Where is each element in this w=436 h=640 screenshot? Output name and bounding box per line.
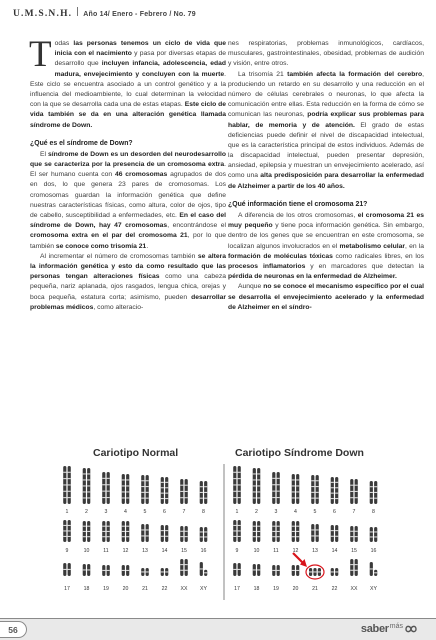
chromosome-label: 10	[83, 548, 90, 554]
chromosome-label: 2	[85, 509, 88, 515]
chromosome-label: 13	[142, 548, 148, 554]
chromosome-label: 6	[333, 509, 336, 515]
bold-text: las personas tenemos un ciclo de vida que inicia con el nacimiento	[54, 40, 227, 58]
chromosome-label: 5	[313, 509, 317, 515]
bold-text: desarrollar problemas médicos	[30, 293, 226, 311]
chromosome-pair-22-normal	[161, 568, 169, 576]
text: . El ser humano cuenta con	[30, 161, 226, 179]
bold-text: incluyen infancia, adolescencia, edad madura, envejecimiento y concluyen con la muerte	[54, 60, 227, 78]
chromosome-pair-17-down	[233, 563, 241, 576]
chromosome-label: 3	[104, 509, 108, 515]
text: y en marcadores que detectan la	[305, 262, 425, 270]
left-column	[29, 34, 227, 313]
text: , por lo que también	[30, 232, 226, 250]
chromosome-label: 8	[372, 509, 375, 515]
text: , en la	[405, 242, 424, 250]
chromosome-label: 19	[273, 586, 279, 592]
bold-text: formación de moléculas tóxicas	[228, 252, 333, 260]
chromosome-pair-21-normal	[141, 568, 149, 576]
text: La trisomía 21	[238, 70, 288, 78]
chromosome-label: 4	[294, 509, 297, 515]
chromosome-label: 4	[124, 509, 127, 515]
bold-text: Este ciclo de vida también se da en una alteración genética llamada síndrome de Down.	[30, 101, 226, 129]
karyotype-graphic	[52, 440, 392, 605]
chromosome-pair-22-down	[331, 568, 339, 576]
chromosome-label: 6	[163, 509, 166, 515]
bold-text: también afecta la formación del cerebro	[287, 70, 423, 78]
chromosome-pair-8-normal	[200, 481, 208, 504]
chromosome-pair-11-down	[272, 521, 280, 542]
chromosome-pair-15-normal	[180, 526, 188, 542]
chromosome-pair-15-down	[350, 526, 358, 542]
page-header	[13, 7, 196, 19]
chromosome-label: 19	[103, 586, 109, 592]
bold-text: metabolismo celular	[339, 242, 406, 250]
chromosome-pair-10-down	[253, 521, 261, 542]
chromosome-pair-7-normal	[180, 479, 188, 504]
chromosome-pair-13-normal	[141, 524, 149, 542]
chromosome-pair-17-normal	[63, 563, 71, 576]
chromosome-label: 17	[234, 586, 240, 592]
chromosome-label: 21	[312, 586, 318, 592]
heading-what-is-down: ¿Qué es el síndrome de Down?	[30, 139, 133, 147]
text: Aunque	[238, 283, 264, 291]
chromosome-pair-12-down	[292, 521, 300, 542]
chromosome-pair-20-down	[292, 565, 300, 576]
chromosome-pair-18-normal	[83, 564, 91, 576]
brand-sup: más	[389, 622, 403, 630]
paragraph-mechanism	[228, 282, 424, 313]
chromosome-pair-5-down	[311, 475, 319, 504]
chromosome-label: 8	[202, 509, 205, 515]
text: . Este ciclo se encuentra asociado a un control genético y a la influencia del medioambiente, lo cual determinan la velocidad con la que se desarrolla cada una de estas etapas.	[30, 70, 226, 109]
chromosome-label: 16	[200, 548, 207, 554]
text: .	[146, 242, 149, 250]
chromosome-pair-16-down	[370, 527, 378, 542]
chromosome-label: 15	[181, 548, 187, 554]
saber-mas-logo	[361, 622, 418, 636]
chromosome-label: 1	[235, 509, 239, 515]
bold-text: síndrome de Down es un desorden del neurodesarrollo que se caracteriza por la presencia de un cromosoma extra	[30, 150, 226, 169]
chromosome-label: 2	[255, 509, 258, 515]
chromosome-pair-14-down	[331, 525, 339, 542]
bold-text: se altera la información genética y esto da como resultado que las personas tengan alteraciones físicas	[30, 252, 226, 281]
chromosome-label: 18	[253, 586, 260, 592]
chromosome-label: 18	[83, 586, 90, 592]
text: nes respiratorias, problemas inmunológicos, cardíacos, musculares, gastrointestinales, obesidad, problemas de audición y visión, entre otros.	[228, 40, 424, 68]
drop-cap: T	[29, 34, 52, 75]
chromosome-pair-13-down	[311, 524, 319, 542]
chromosome-label: 7	[352, 509, 356, 515]
chromosome-pair-2-normal	[83, 468, 91, 504]
chromosome-pair-4-normal	[122, 474, 130, 504]
brand-main: saber	[360, 623, 389, 635]
paragraph-definition	[30, 150, 226, 252]
chromosome-label: 1	[65, 509, 69, 515]
chromosome-label: 5	[143, 509, 147, 515]
chromosome-pair-9-normal	[63, 520, 71, 542]
text: odas	[54, 40, 74, 47]
chromosome-pair-1-normal	[63, 466, 71, 504]
chromosome-label: 11	[103, 548, 109, 554]
chromosome-label: 20	[292, 586, 299, 592]
bold-text: alta predisposición para desarrollar la enfermedad de Alzheimer a partir de los 40 años.	[228, 172, 424, 190]
chromosome-label: 13	[312, 548, 318, 554]
chromosome-label: 9	[65, 548, 69, 554]
paragraph-medical-problems	[228, 39, 424, 70]
chromosome-label: 20	[122, 586, 129, 592]
chromosome-pair-5-normal	[141, 475, 149, 504]
chromosome-label: 10	[253, 548, 260, 554]
normal-karyotype-title: Cariotipo Normal	[93, 447, 179, 459]
chromosome-label: 21	[142, 586, 148, 592]
chromosome-pair-19-down	[272, 565, 280, 576]
bold-text: se conoce como trisomía 21	[55, 242, 147, 250]
chromosome-label: XY	[200, 586, 207, 592]
bold-text: En el caso del síndrome de Down, hay 47 cromosomas	[30, 212, 226, 230]
karyotype-figure	[52, 440, 392, 605]
chromosome-pair-19-normal	[102, 565, 110, 576]
chromosome-pair-XX-normal	[180, 559, 188, 576]
infinity-icon	[404, 622, 418, 636]
chromosome-label: 9	[235, 548, 239, 554]
chromosome-pair-10-normal	[83, 521, 91, 542]
chromosome-label: 12	[292, 548, 299, 554]
chromosome-label: 14	[331, 548, 338, 554]
chromosome-label: 22	[161, 586, 168, 592]
chromosome-pair-1-down	[233, 466, 241, 504]
chromosome-pair-9-down	[233, 520, 241, 542]
text: El	[40, 150, 49, 158]
chromosome-label: 16	[370, 548, 377, 554]
chromosome-label: 12	[122, 548, 129, 554]
journal-name: U.M.S.N.H.	[13, 9, 73, 19]
chromosome-pair-7-down	[350, 479, 358, 504]
text: El grado de estas deficiencias puede definir el nivel de discapacidad intelectual, que es la característica principal de estos individuos. Además de la discapacidad intelectual, pueden presentar depresión, ansiedad, epilepsia y muestran un envejecimiento acelerado, así como una	[228, 121, 424, 180]
right-column	[228, 39, 424, 313]
text: , encontrándose el	[167, 222, 226, 230]
bold-text: podría explicar sus problemas para hablar, de memoria y de atención.	[228, 111, 425, 129]
chromosome-pair-2-down	[253, 468, 261, 504]
text: , como alteracio-	[93, 303, 144, 311]
text: como una cabeza pequeña, nariz aplanada, ojos rasgados, lengua chica, orejas y boca pequeña, estatura corta; asimismo, pueden	[30, 273, 226, 301]
bold-text: pérdida de neuronas en la enfermedad de Alzheimer.	[228, 273, 397, 281]
chromosome-pair-6-normal	[161, 477, 169, 504]
chromosome-pair-12-normal	[122, 521, 130, 542]
text: A diferencia de los otros cromosomas,	[238, 212, 358, 219]
chromosome-label: 3	[274, 509, 278, 515]
text: y pasa por diversas etapas de desarrollo que	[54, 50, 226, 68]
chromosome-pair-4-down	[292, 474, 300, 504]
chromosome-pair-20-normal	[122, 565, 130, 576]
text: , produciendo un retardo en su desarrollo y una reducción en el número de células cerebrales o neuronas, lo que afecta la comunicación entre ellas. Esta reducción en la forma de cómo se comunican las neuronas,	[228, 70, 424, 119]
header-divider	[77, 7, 78, 16]
chromosome-pair-6-down	[331, 477, 339, 504]
bold-text: 46 cromosomas	[114, 171, 168, 179]
chromosome-pair-3-normal	[102, 472, 110, 504]
chromosome-pair-14-normal	[161, 525, 169, 542]
chromosome-label: XX	[350, 586, 358, 592]
chromosome-pair-XY-down	[370, 562, 378, 576]
chromosome-label: XX	[180, 586, 188, 592]
bold-text: no se conoce el mecanismo específico por el cual se desarrolla el envejecimiento acelerado y la enfermedad de Alzheimer en el síndro-	[228, 283, 425, 311]
bold-text: procesos inflamatorios	[228, 262, 306, 270]
down-karyotype-title: Cariotipo Síndrome Down	[235, 447, 364, 459]
chromosome-label: 22	[331, 586, 338, 592]
issue-info: Año 14/ Enero - Febrero / No. 79	[83, 11, 196, 18]
chromosome-pair-18-down	[253, 564, 261, 576]
chromosome-pair-XY-normal	[200, 562, 208, 576]
bold-text: cromosoma extra en el par del cromosoma 21	[30, 232, 188, 240]
chromosome-label: 15	[351, 548, 357, 554]
chromosome-label: XY	[370, 586, 377, 592]
page-number: 56	[0, 621, 27, 638]
chromosome-label: 17	[64, 586, 70, 592]
chromosome-pair-16-normal	[200, 527, 208, 542]
chromosome-pair-3-down	[272, 472, 280, 504]
intro-paragraph	[29, 34, 227, 131]
bold-text: el cromosoma 21 es muy pequeño	[228, 212, 424, 230]
paragraph-brain	[228, 70, 424, 192]
chromosome-pair-8-down	[370, 481, 378, 504]
paragraph-physical-traits	[30, 252, 226, 313]
heading-chromosome-21: ¿Qué información tiene el cromosoma 21?	[228, 200, 368, 208]
chromosome-pair-11-normal	[102, 521, 110, 542]
text: y tiene poca información genética. Sin embargo, dentro de los genes que se encuentran en este cromosoma, se localizan algunos involucrados en el	[228, 222, 424, 250]
chromosome-label: 14	[161, 548, 168, 554]
text: agrupados de dos en dos, lo que genera 23 pares de cromosomas. Los cromosomas guardan la información genética que define nuestras características físicas, como altura, color de ojos, tipo de cabello, susceptibilidad a enfermedades, etc.	[30, 171, 227, 219]
chromosome-pair-21-down	[309, 568, 321, 576]
chromosome-label: 11	[273, 548, 279, 554]
chromosome-label: 7	[182, 509, 186, 515]
paragraph-chromosome-21	[228, 211, 424, 282]
text: Al incrementar el número de cromosomas también	[40, 252, 198, 260]
chromosome-pair-XX-down	[350, 559, 358, 576]
text: como radicales libres, en los	[332, 252, 424, 260]
